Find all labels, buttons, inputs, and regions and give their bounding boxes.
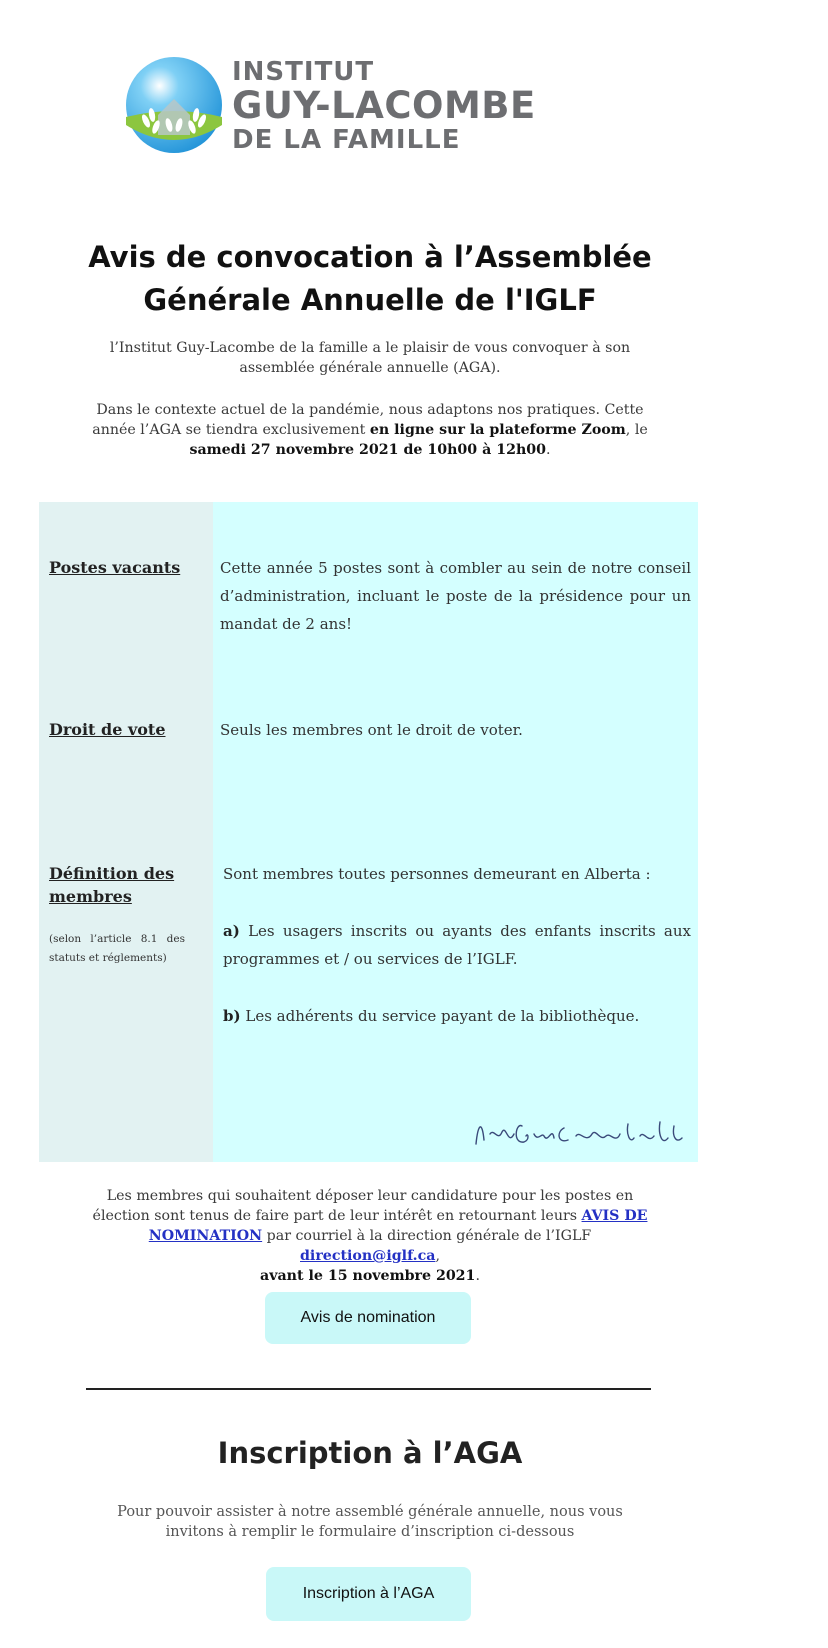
candidature-text-mid: par courriel à la direction générale de l’IGLF xyxy=(262,1228,592,1244)
intro-details-separator: , le xyxy=(625,422,648,438)
item-b-key: b) xyxy=(223,1007,241,1025)
title-line-2: Générale Annuelle de l'IGLF xyxy=(143,283,597,317)
logo-wordmark xyxy=(232,59,536,153)
intro-details-text: Dans le contexte actuel de la pandémie, nous adaptons nos pratiques. Cette année l’AGA se tiendra exclusivement xyxy=(92,402,644,438)
definition-membres-b xyxy=(223,1002,691,1030)
logo-line-3: DE LA FAMILLE xyxy=(232,125,461,155)
intro-details-end: . xyxy=(546,442,551,458)
postes-vacants-text: Cette année 5 postes sont à combler au sein de notre conseil d’administration, incluant le poste de la présidence pour un mandat de 2 ans! xyxy=(220,559,691,633)
meeting-date: samedi 27 novembre 2021 de 10h00 à 12h00 xyxy=(189,442,547,458)
definition-membres-note: (selon l’article 8.1 des statuts et réglements) xyxy=(49,933,185,964)
candidature-comma: , xyxy=(435,1248,440,1264)
page-title xyxy=(80,236,660,322)
inscription-button[interactable]: Inscription à l’AGA xyxy=(266,1567,471,1621)
logo-line-1: INSTITUT xyxy=(232,57,375,87)
meeting-platform: en ligne sur la plateforme Zoom xyxy=(369,422,626,438)
logo xyxy=(124,55,604,159)
postes-vacants-label: Postes vacants xyxy=(49,558,181,577)
inscription-title: Inscription à l’AGA xyxy=(217,1436,523,1470)
intro-details-paragraph xyxy=(84,400,656,460)
signature-image xyxy=(468,1114,688,1154)
droit-de-vote-text: Seuls les membres ont le droit de voter. xyxy=(220,721,523,739)
section-divider xyxy=(86,1388,651,1390)
intro-paragraph: l’Institut Guy-Lacombe de la famille a le plaisir de vous convoquer à son assemblée générale annuelle (AGA). xyxy=(109,340,631,376)
avis-de-nomination-link[interactable]: AVIS DE NOMINATION xyxy=(148,1208,648,1244)
droit-de-vote-label: Droit de vote xyxy=(49,720,166,739)
title-line-1: Avis de convocation à l’Assemblée xyxy=(88,240,652,274)
direction-email-link[interactable]: direction@iglf.ca xyxy=(300,1248,436,1264)
item-a-key: a) xyxy=(223,922,240,940)
item-b-text: Les adhérents du service payant de la bibliothèque. xyxy=(240,1007,640,1025)
family-logo-icon xyxy=(124,55,224,155)
table-label-column xyxy=(39,502,213,1162)
info-table xyxy=(39,502,698,1162)
logo-line-2: GUY-LACOMBE xyxy=(232,84,536,127)
candidature-text: Les membres qui souhaitent déposer leur candidature pour les postes en élection sont tenus de faire part de leur intérêt en retournant leurs xyxy=(92,1188,634,1224)
definition-membres-label: Définition des membres xyxy=(49,864,175,906)
inscription-text: Pour pouvoir assister à notre assemblé générale annuelle, nous vous invitons à remplir le formulaire d’inscription ci-dessous xyxy=(117,1504,623,1540)
candidature-paragraph xyxy=(84,1186,656,1286)
avis-de-nomination-button[interactable]: Avis de nomination xyxy=(265,1292,471,1344)
candidature-end: . xyxy=(475,1268,480,1284)
candidature-deadline: avant le 15 novembre 2021 xyxy=(260,1268,476,1284)
definition-membres-intro: Sont membres toutes personnes demeurant en Alberta : xyxy=(223,865,651,883)
definition-membres-a xyxy=(223,917,691,973)
item-a-text: Les usagers inscrits ou ayants des enfants inscrits aux programmes et / ou services de l’IGLF. xyxy=(223,922,691,968)
